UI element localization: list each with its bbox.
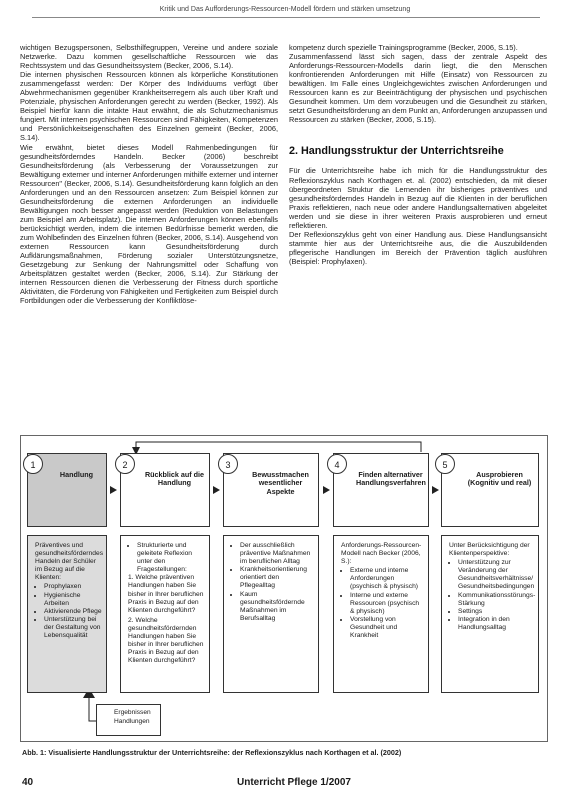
step-title: Finden alternativer Handlungsverfahren — [356, 470, 426, 488]
list-item: • Interne und externe Ressourcen (psychisch & physisch) — [350, 592, 424, 616]
arrow-right-icon — [213, 486, 220, 494]
step-5-details — [441, 535, 539, 693]
bullet-list — [128, 542, 205, 574]
list-item: • Unterstützung zur Veränderung der Gesundheitsverhältnisse/ Gesundheitsbedingungen — [458, 559, 534, 591]
section-heading: 2. Handlungsstruktur der Unterrichtsreihe — [289, 145, 504, 158]
question-text: 1. Welche präventiven Handlungen haben Sie bisher in Ihrer beruflichen Praxis in Bezug auf den Klienten durchgeführt? — [128, 574, 204, 614]
note-pointer — [89, 694, 96, 721]
bullet-list — [449, 559, 534, 632]
list-item: • Kommunikationsstörungs-Stärkung — [458, 592, 534, 608]
bullet-list — [35, 583, 102, 640]
list-item: • Settings — [458, 608, 534, 616]
list-item: • Prophylaxen — [44, 583, 102, 591]
step-number: 1 — [23, 454, 43, 474]
feedback-loop — [136, 442, 421, 452]
step-number: 5 — [435, 454, 455, 474]
body-paragraph: wichtigen Bezugspersonen, Selbsthilfegruppen, Vereine und andere soziale Netzwerke. Dazu kommen gesellschaftliche Ressourcen wie das Rechtssystem und das Gesundheitssystem (Becker, 2006, S.14). — [20, 43, 278, 71]
list-item: • Unterstützung bei der Gestaltung von Lebensqualität — [44, 616, 102, 640]
step-title: Rückblick auf die Handlung — [144, 470, 205, 488]
step-5-box — [441, 453, 539, 527]
page-number: 40 — [22, 777, 34, 788]
step-4-details — [333, 535, 429, 693]
body-paragraph: Die internen physischen Ressourcen können als körperliche Konstitutionen zusammengefasst werden: Der Körper des Individuums verfügt über Abwehrmechanismen gegenüber Krankheitserregern als auch über Kraft und Potenziale, physischen Anforderungen gerecht zu werden (Becker, 1992). Als Beispiel hierfür kann die intakte Haut erwähnt, die als Schutzmechanismus fungiert. Mit internen psychischen Ressourcen sind Fähigkeiten, Kompetenzen und Persönlichkeitseigenschaften des Einzelnen gemeint (Becker, 2006, S.14). — [20, 70, 278, 143]
list-item: • Krankheitsorientierung orientiert den Pflegealltag — [240, 566, 314, 590]
step-number: 3 — [218, 454, 238, 474]
running-head: Kritik und Das Aufforderungs-Ressourcen-Modell fördern und stärken umsetzung — [159, 6, 411, 13]
body-paragraph: Für die Unterrichtsreihe habe ich mich für die Handlungsstruktur des Reflexionszyklus nach Korthagen et. al. (2002) entschieden, da mit dieser übergeordneten Struktur die Lernenden ihr bisheriges präventives und gesundheitsförderndes Handeln in Bezug auf die Klienten in der beruflichen Praxis reflektieren, nach neue oder andere Handlungsalternativen abgeleitet werden und sie diese in ihrer weiteren Praxis ausprobieren und erneut reflektieren. — [289, 166, 547, 230]
list-item: • Hygienische Arbeiten — [44, 592, 102, 608]
header-rule — [32, 17, 540, 18]
step-1-details — [27, 535, 107, 693]
step-title: Handlung — [59, 470, 94, 479]
list-item: • Aktivierende Pflege — [44, 608, 102, 616]
step-title: Bewusstmachen wesentlicher Aspekte — [252, 470, 309, 496]
arrow-right-icon — [110, 486, 117, 494]
body-paragraph: Wie erwähnt, bietet dieses Modell Rahmenbedingungen für gesundheitsförderndes Handeln. Becker (2006) beschreibt Gesundheitsförderung (als Verbesserung der Voraussetzungen zur Bewältigung externer und interner Anforderungen mithilfe externer und interner Ressourcen" (Becker, 2006, S.14). Gesundheitsförderung kann folglich an den Anforderungen und an den Ressourcen ansetzen: Zum Beispiel können zur Gesundheitsförderung die externen Anforderungen an individuelle Bewältigungen noch besser angepasst werden (Reduktion von Belastungen zum Beispiel am Arbeitsplatz). Die internen Anforderungen können ebenfalls berücksichtigt werden, indem die internen Bedürfnisse bemerkt werden, die zum Wohlbefinden des Einzelnen führen (Becker, 2006, S.14). Ausgehend von externen Ressourcen kann Gesundheitsförderung durch Aufklärungsmaßnahmen, Förderung sozialer Unterstützungsnetze, Gesetzgebung zur Senkung der Nahrungsmittel oder Schaffung von Arbeitsplätzen gestaltet werden (Becker, 2006, S.14). Zur Stärkung der internen Ressourcen dienen die Verbesserung der Fitness durch sportliche Aktivitäten, die Förderung von Fähigkeiten und Fertigkeiten zum Beispiel durch Fortbildungen oder die Verbesserung der Konfliktlöse- — [20, 142, 278, 306]
box-intro: Präventives und gesundheitsförderndes Handeln der Schüler im Bezug auf die Klienten: — [35, 542, 104, 582]
figure-caption: Abb. 1: Visualisierte Handlungsstruktur der Unterrichtsreihe: der Reflexionszyklus nach Korthagen et al. (2002) — [22, 748, 402, 757]
list-item: • Externe und interne Anforderungen (psychisch & physisch) — [350, 567, 424, 591]
results-note-box: Ergebnissen Handlungen — [96, 704, 161, 736]
step-number: 2 — [115, 454, 135, 474]
body-paragraph: Zusammenfassend lässt sich sagen, dass der zentrale Aspekt des Anforderungs-Ressourcen-Modells darin liegt, die den Menschen konfrontierenden Anforderungen mit Hilfe (Einsatz) von Ressourcen zu bewältigen. Im Falle eines Ungleichgewichtes zwischen Anforderungen und Ressourcen kann es zur Beeinträchtigung der physischen und psychischen Gesundheit kommen. Um dem vorzubeugen und die Gesundheit zu stärken, setzt Gesundheitsförderung an dem Punkt an, Anforderungen anzupassen und Ressourcen zu stärken (Becker, 2006, S.15). — [289, 52, 547, 125]
right-column — [289, 43, 547, 266]
bullet-list — [341, 567, 424, 640]
list-item: • Strukturierte und geleitete Reflexion unter den Fragestellungen: — [137, 542, 205, 574]
step-2-details — [120, 535, 210, 693]
list-item: • Kaum gesundheitsfördernde Maßnahmen im Berufsalltag — [240, 591, 314, 623]
list-item: • Vorstellung von Gesundheit und Krankheit — [350, 616, 424, 640]
step-number: 4 — [327, 454, 347, 474]
journal-title: Unterricht Pflege 1/2007 — [237, 777, 351, 788]
step-3-details — [223, 535, 319, 693]
box-intro: Anforderungs-Ressourcen-Modell nach Becker (2006, S.): — [341, 542, 422, 566]
left-column — [20, 43, 278, 305]
body-paragraph: Der Reflexionszyklus geht von einer Handlung aus. Diese Handlungsansicht stammte hier aus der Unterrichtsreihe aus, die die Auszubildenden pflegerische Handlungen im Bereich der Prävention täglich ausführen (Beispiel: Prophylaxen). — [289, 229, 547, 266]
list-item: • Integration in den Handlungsalltag — [458, 616, 534, 632]
figure-reflection-cycle — [20, 435, 548, 742]
question-text: 2. Welche gesundheitsfördernden Handlungen haben Sie bisher in Ihrer beruflichen Praxis in Bezug auf den Klienten durchgeführt? — [128, 616, 204, 665]
box-intro: Unter Berücksichtigung der Klientenperspektive: — [449, 542, 530, 558]
body-paragraph: kompetenz durch spezielle Trainingsprogramme (Becker, 2006, S.15). — [289, 43, 518, 52]
arrow-right-icon — [323, 486, 330, 494]
list-item: • Der ausschließlich präventive Maßnahmen im beruflichen Alltag — [240, 542, 314, 566]
bullet-list — [231, 542, 314, 623]
arrow-right-icon — [432, 486, 439, 494]
step-title: Ausprobieren (Kognitiv und real) — [467, 470, 532, 488]
step-4-box — [333, 453, 429, 527]
